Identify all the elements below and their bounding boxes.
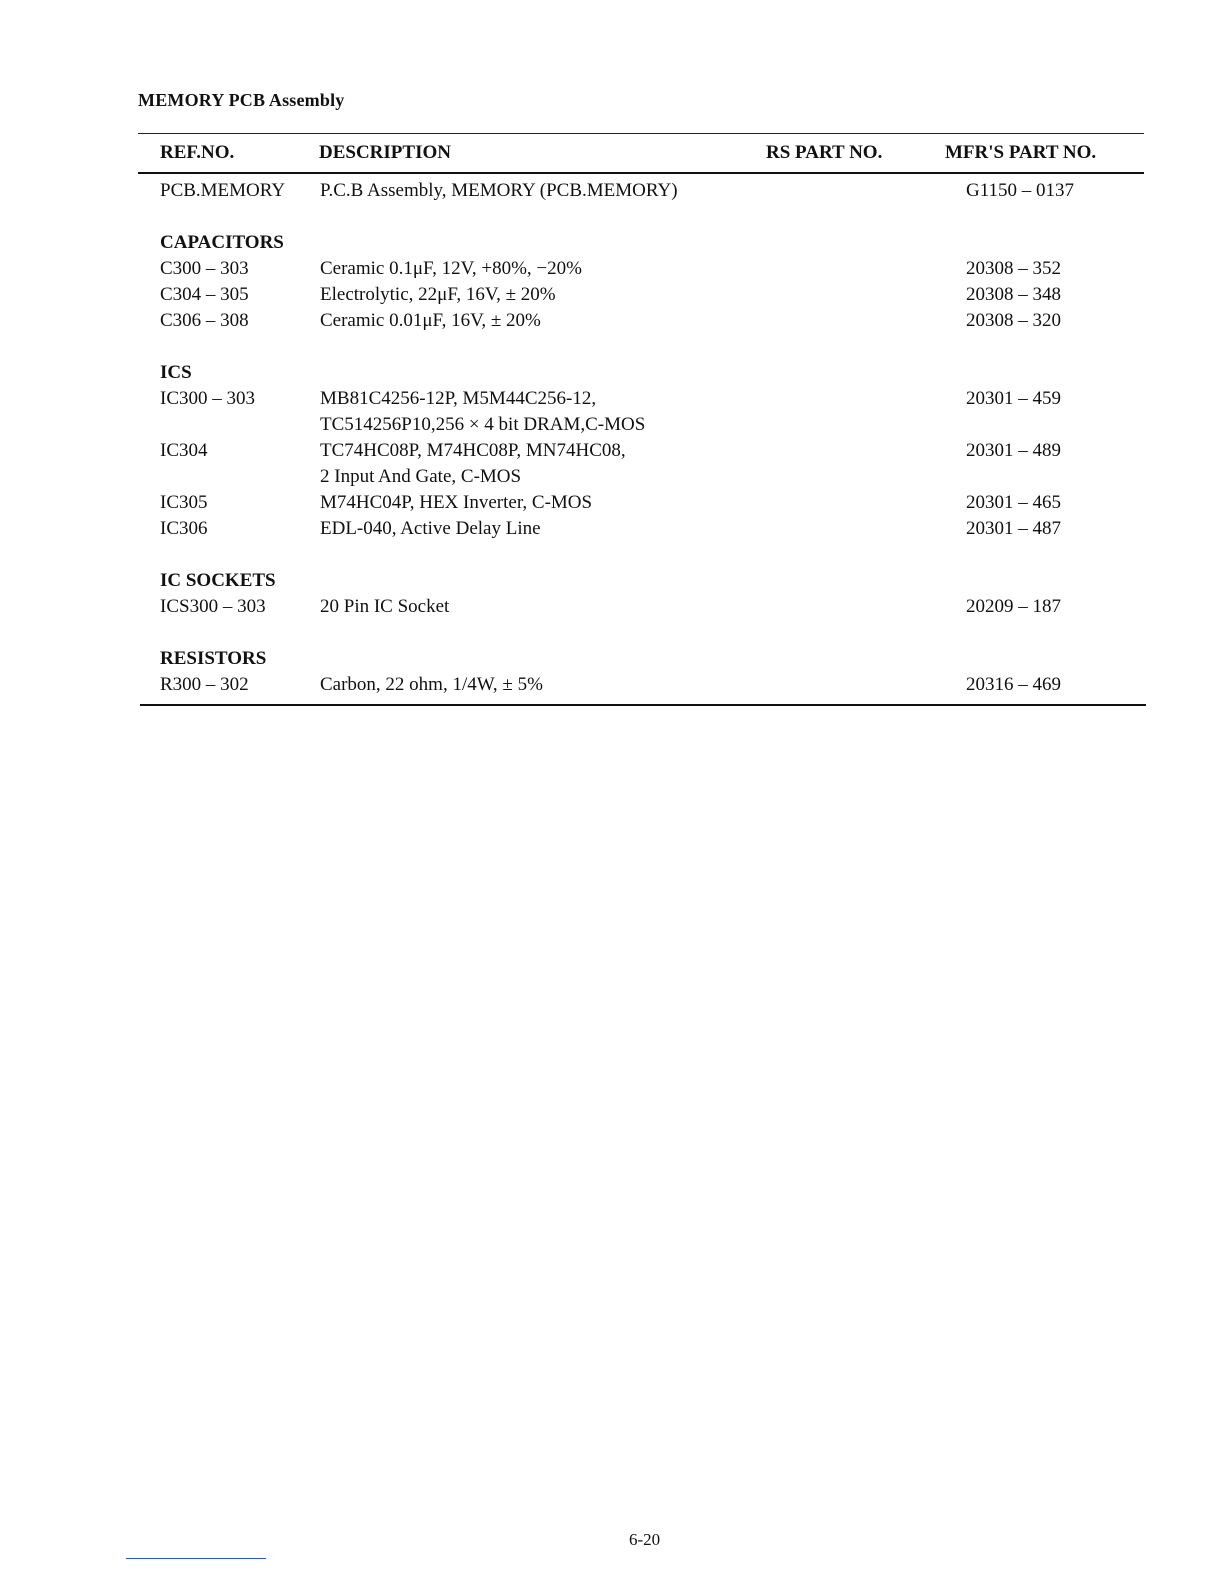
table-row-mfr: 20301 – 487 — [966, 518, 1061, 539]
table-row-ref: C300 – 303 — [160, 258, 249, 279]
table-row-description: Ceramic 0.1μF, 12V, +80%, −20% — [320, 258, 582, 279]
table-row-mfr: 20301 – 459 — [966, 388, 1061, 409]
table-bottom-rule — [140, 704, 1146, 706]
section-ics: ICS — [160, 362, 192, 383]
footer-divider — [126, 1558, 266, 1559]
pcb-ref: PCB.MEMORY — [160, 180, 286, 201]
page-number: 6-20 — [629, 1530, 661, 1549]
table-row-description: M74HC04P, HEX Inverter, C-MOS — [320, 492, 593, 513]
pcb-description: P.C.B Assembly, MEMORY (PCB.MEMORY) — [320, 180, 678, 201]
table-row-description: Ceramic 0.01μF, 16V, ± 20% — [320, 310, 541, 331]
header-rule — [138, 172, 1144, 174]
page-title: MEMORY PCB Assembly — [138, 90, 345, 110]
table-row-ref: C304 – 305 — [160, 284, 249, 305]
table-row-description: 20 Pin IC Socket — [320, 596, 450, 617]
table-row-ref: ICS300 – 303 — [160, 596, 266, 617]
table-row-mfr: 20301 – 489 — [966, 440, 1061, 461]
table-row-description: TC74HC08P, M74HC08P, MN74HC08, — [320, 440, 626, 461]
table-row-ref: R300 – 302 — [160, 674, 249, 695]
table-row-description-cont: TC514256P10,256 × 4 bit DRAM,C-MOS — [320, 414, 646, 435]
table-row-ref: C306 – 308 — [160, 310, 249, 331]
table-row-mfr: 20316 – 469 — [966, 674, 1061, 695]
section-ic-sockets: IC SOCKETS — [160, 570, 276, 591]
pcb-mfr-part: G1150 – 0137 — [966, 180, 1075, 201]
table-row-mfr: 20308 – 320 — [966, 310, 1061, 331]
table-row-description: MB81C4256-12P, M5M44C256-12, — [320, 388, 597, 409]
table-row-description: Carbon, 22 ohm, 1/4W, ± 5% — [320, 674, 543, 695]
table-row-mfr: 20209 – 187 — [966, 596, 1061, 617]
header-ref-no: REF.NO. — [160, 142, 235, 163]
table-row-ref: IC304 — [160, 440, 208, 461]
table-row-mfr: 20308 – 352 — [966, 258, 1061, 279]
table-row-ref: IC300 – 303 — [160, 388, 255, 409]
section-capacitors: CAPACITORS — [160, 232, 284, 253]
header-rs-part-no: RS PART NO. — [766, 142, 883, 163]
table-top-rule — [138, 133, 1144, 134]
table-row-ref: IC306 — [160, 518, 208, 539]
table-row-description: EDL-040, Active Delay Line — [320, 518, 541, 539]
table-row-description-cont: 2 Input And Gate, C-MOS — [320, 466, 522, 487]
header-mfr-part-no: MFR'S PART NO. — [945, 142, 1097, 163]
table-row-description: Electrolytic, 22μF, 16V, ± 20% — [320, 284, 556, 305]
header-description: DESCRIPTION — [319, 142, 451, 163]
table-row-mfr: 20308 – 348 — [966, 284, 1061, 305]
table-row-mfr: 20301 – 465 — [966, 492, 1061, 513]
table-row-ref: IC305 — [160, 492, 208, 513]
section-resistors: RESISTORS — [160, 648, 267, 669]
